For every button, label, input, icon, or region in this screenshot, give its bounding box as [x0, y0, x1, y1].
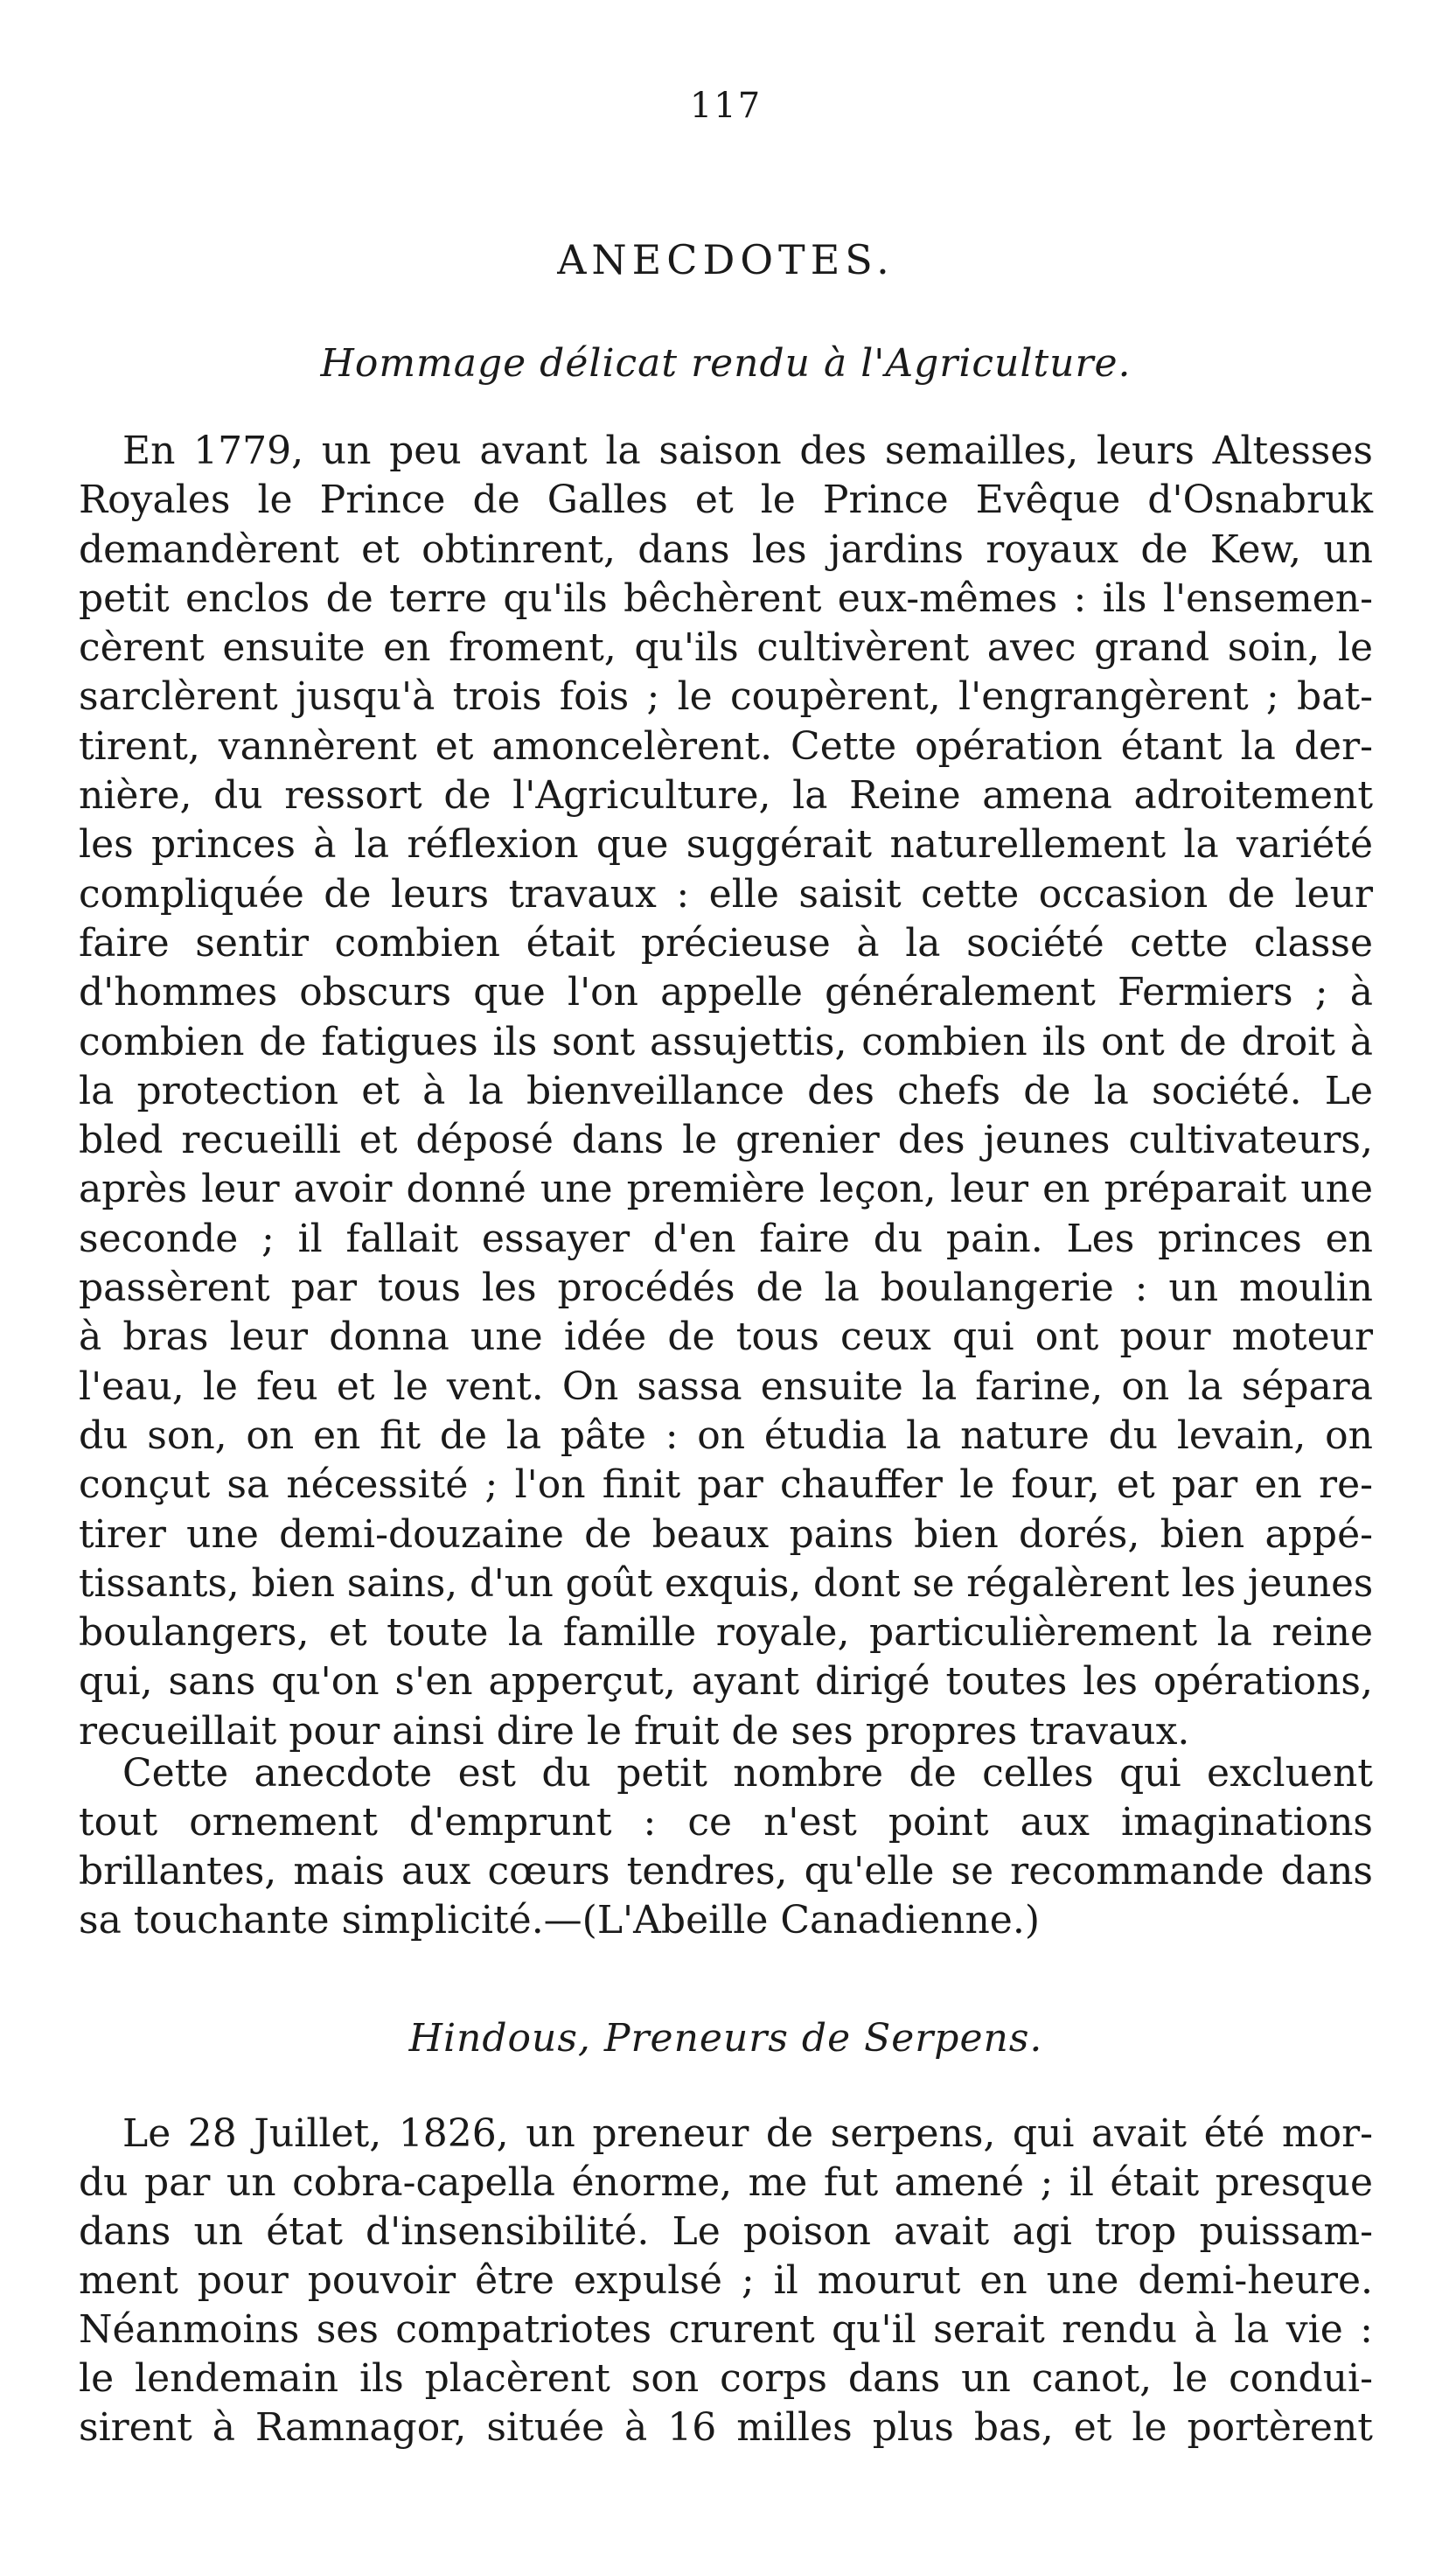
text-line: demandèrent et obtinrent, dans les jardins royaux de Kew, un — [79, 527, 1373, 572]
paragraph — [79, 2110, 1373, 2452]
text-line: nière, du ressort de l'Agriculture, la Reine amena adroitement — [79, 773, 1373, 819]
text-line: recueillait pour ainsi dire le fruit de ses propres travaux. — [79, 1708, 1190, 1754]
text-line: Néanmoins ses compatriotes crurent qu'il serait rendu à la vie : — [79, 2307, 1373, 2352]
paragraph — [79, 1749, 1373, 1945]
text-line: les princes à la réflexion que suggérait naturellement la variété — [79, 822, 1373, 868]
text-line: seconde ; il fallait essayer d'en faire du pain. Les princes en — [79, 1216, 1373, 1261]
page-number: 117 — [689, 86, 763, 126]
text-line: passèrent par tous les procédés de la boulangerie : un moulin — [79, 1266, 1373, 1311]
text-line: sirent à Ramnagor, située à 16 milles plus bas, et le portèrent — [79, 2405, 1373, 2450]
text-line: après leur avoir donné une première leçon, leur en préparait une — [79, 1167, 1373, 1212]
text-line: Cette anecdote est du petit nombre de celles qui excluent — [122, 1751, 1373, 1796]
text-line: qui, sans qu'on s'en apperçut, ayant dirigé toutes les opérations, — [79, 1659, 1373, 1705]
paragraph — [79, 427, 1373, 1756]
text-line: combien de fatigues ils sont assujettis, combien ils ont de droit à — [79, 1019, 1373, 1064]
article-title: Hommage délicat rendu à l'Agriculture. — [320, 341, 1132, 386]
article-title: Hindous, Preneurs de Serpens. — [408, 2016, 1043, 2061]
text-line: conçut sa nécessité ; l'on finit par chauffer le four, et par en re- — [79, 1462, 1373, 1508]
text-line: Royales le Prince de Galles et le Prince Evêque d'Osnabruk — [79, 478, 1373, 523]
text-line: tout ornement d'emprunt : ce n'est point aux imaginations — [79, 1800, 1373, 1845]
text-line: boulangers, et toute la famille royale, particulièrement la reine — [79, 1610, 1373, 1656]
text-line: du son, on en fit de la pâte : on étudia la nature du levain, on — [79, 1413, 1373, 1458]
text-line: d'hommes obscurs que l'on appelle généralement Fermiers ; à — [79, 970, 1373, 1015]
text-line: tissants, bien sains, d'un goût exquis, dont se régalèrent les jeunes — [79, 1561, 1374, 1606]
text-line: sa touchante simplicité.—(L'Abeille Canadienne.) — [79, 1898, 1040, 1943]
text-line: à bras leur donna une idée de tous ceux qui ont pour moteur — [79, 1315, 1373, 1360]
text-line: tirent, vannèrent et amoncelèrent. Cette opération étant la der- — [79, 723, 1373, 769]
text-line: brillantes, mais aux cœurs tendres, qu'elle se recommande dans — [79, 1849, 1373, 1894]
text-line: la protection et à la bienveillance des chefs de la société. Le — [79, 1068, 1373, 1113]
text-line: du par un cobra-capella énorme, me fut amené ; il était presque — [79, 2160, 1373, 2205]
text-line: petit enclos de terre qu'ils bêchèrent eux-mêmes : ils l'ensemen- — [79, 575, 1373, 621]
text-line: ment pour pouvoir être expulsé ; il mourut en une demi-heure. — [79, 2258, 1373, 2303]
text-line: dans un état d'insensibilité. Le poison avait agi trop puissam- — [79, 2209, 1373, 2254]
text-line: sarclèrent jusqu'à trois fois ; le coupèrent, l'engrangèrent ; bat- — [79, 674, 1373, 720]
text-line: cèrent ensuite en froment, qu'ils cultivèrent avec grand soin, le — [79, 625, 1373, 671]
text-line: En 1779, un peu avant la saison des semailles, leurs Altesses — [122, 429, 1373, 473]
text-line: tirer une demi-douzaine de beaux pains bien dorés, bien appé- — [79, 1511, 1373, 1557]
text-line: compliquée de leurs travaux : elle saisit cette occasion de leur — [79, 871, 1373, 917]
section-title: ANECDOTES. — [557, 236, 895, 283]
text-line: le lendemain ils placèrent son corps dans un canot, le condui- — [79, 2356, 1373, 2401]
text-line: l'eau, le feu et le vent. On sassa ensuite la farine, on la sépara — [79, 1364, 1373, 1409]
text-line: Le 28 Juillet, 1826, un preneur de serpens, qui avait été mor- — [122, 2111, 1373, 2156]
text-line: bled recueilli et déposé dans le grenier des jeunes cultivateurs, — [79, 1118, 1373, 1163]
text-line: faire sentir combien était précieuse à la société cette classe — [79, 920, 1373, 966]
